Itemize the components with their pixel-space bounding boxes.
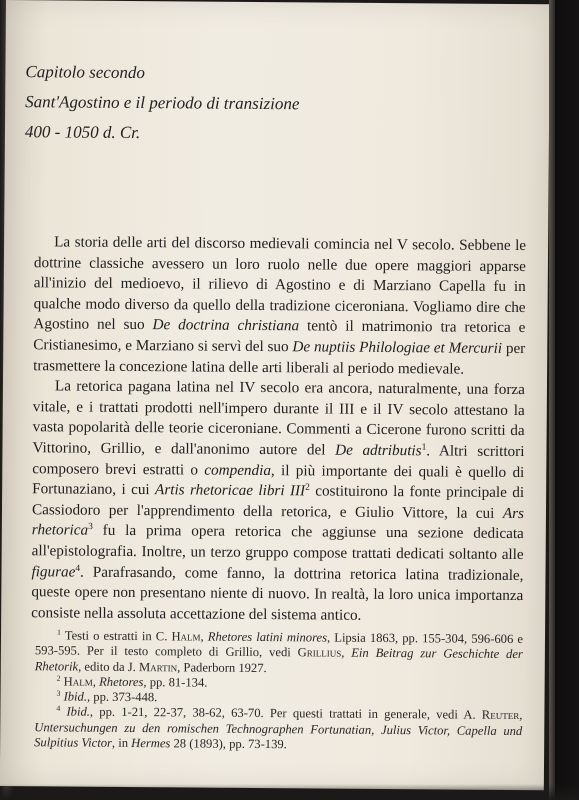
footnote-ref-1: 1 [421, 442, 427, 453]
footnote-ref-3: 3 [88, 522, 93, 533]
chapter-label: Capitolo secondo [25, 62, 145, 83]
title-artis-rhetoricae: Artis rhetoricae libri III [155, 481, 306, 500]
chapter-dates: 400 - 1050 d. Cr. [24, 122, 141, 143]
paragraph-1: La storia delle arti del discorso medievali comincia nel V secolo. Sebbene le dottrine classiche avessero un loro ruolo nelle due opere maggiori apparse all'inizio del medioevo, il rilievo di Agostino e di Marziano Capella fu in qualche modo diverso da quello della tradizione ciceroniana. Vogliamo dire che Agostino nel suo De doctrina christiana tentò il matrimonio tra retorica e Cristianesimo, e Marziano si servì del suo De nuptiis Philologiae et Mercurii per trasmettere la concezione latina delle arti liberali al periodo medievale. [33, 233, 527, 378]
title-ars-rhetorica: Ars rhetorica [31, 504, 525, 539]
footnote-2: $^2$ Halm, Rhetores, pp. 81-134. [56, 673, 208, 690]
term-compendia: compendia [204, 461, 272, 479]
footnote-3: $^3$ Ibid., pp. 373-448. [56, 688, 158, 705]
footnote-4: $^4$ Ibid., pp. 1-21, 22-37, 38-62, 63-70. Per questi trattati in generale, vedi A. Reuter, Untersuchungen zu den romischen Technographen Fortunatian, Julius Victor, Capella und Sulpitius Victor, in Hermes 28 (1893), pp. 73-139. [34, 704, 523, 752]
title-de-adtributis: De adtributis [335, 441, 422, 460]
term-figurae: figurae [31, 562, 76, 581]
book-page-edge [549, 0, 579, 800]
footnote-1: $^1$ Testi o estratti in C. Halm, Rhetores latini minores, Lipsia 1863, pp. 155-304, 596-606 e 593-595. Per il testo completo di Grillio, vedi Grillius, Ein Beitrag zur Geschichte der Rhetorik, edito da J. Martin, Paderborn 1927. [34, 627, 524, 675]
bottom-shadow [0, 784, 579, 800]
chapter-heading [25, 57, 300, 149]
title-de-doctrina: De doctrina christiana [152, 316, 300, 335]
chapter-title: Sant'Agostino e il periodo di transizione [25, 92, 300, 114]
footnotes [34, 628, 523, 754]
title-de-nuptiis: De nuptiis Philologiae et Mercurii [292, 338, 503, 357]
paragraph-2: La retorica pagana latina nel IV secolo era ancora, naturalmente, una forza vitale, e i trattati prodotti nell'impero durante il III e il IV secolo attestano la vasta popolarità delle teorie ciceroniane. Commenti a Cicerone furono scritti da Vittorino, Grillio, e dall'anonimo autore del De adtributis$^1$. Altri scrittori composero brevi estratti o compendia, il più importante dei quali è quello di Fortunaziano, i cui Artis rhetoricae libri III$^2$ costituirono la fonte principale di Cassiodoro per l'apprendimento della retorica, e Giulio Vittore, la cui Ars rhetorica$^3$ fu la prima opera retorica che aggiunse una sezione dedicata all'epistolografia. Inoltre, un terzo gruppo compose trattati dedicati soltanto alle figurae$^4$. Parafrasando, come fanno, la dottrina retorica latina tradizionale, queste opere non presentano niente di nuovo. In realtà, la loro unica importanza consiste nella assoluta accettazione del sistema antico. [31, 377, 526, 624]
body-text [31, 232, 526, 627]
footnote-ref-4: 4 [75, 563, 81, 574]
footnote-ref-2: 2 [305, 482, 310, 493]
